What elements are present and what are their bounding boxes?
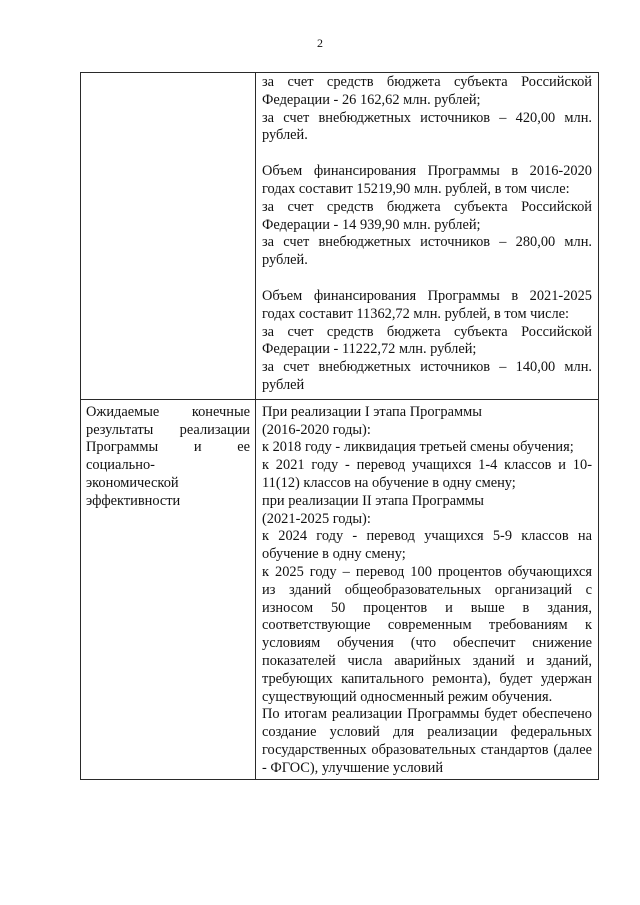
label-line: результаты реализации — [86, 421, 250, 438]
result-2024: к 2024 году - перевод учащихся 5-9 классов на обучение в одну смену; — [262, 528, 592, 563]
label-line: Программы и ее — [86, 439, 250, 456]
financing-2021-2025-total: Объем финансирования Программы в 2021-2025 годах составит 11362,72 млн. рублей, в том числе: — [262, 287, 592, 322]
label-line: социально- — [86, 457, 155, 474]
stage-2-years: (2021-2025 годы): — [262, 510, 371, 527]
financing-2021-2025-regional: за счет средств бюджета субъекта Российской Федерации - 11222,72 млн. рублей; — [262, 323, 592, 358]
result-2021: к 2021 году - перевод учащихся 1-4 классов и 10-11(12) классов на обучение в одну смену; — [262, 457, 592, 491]
financing-2016-2020-total: Объем финансирования Программы в 2016-2020 годах составит 15219,90 млн. рублей, в том числе: — [262, 163, 592, 197]
financing-right-cell — [256, 73, 599, 400]
label-line: Ожидаемые конечные — [86, 403, 250, 420]
financing-2016-2020-extrabudgetary: за счет внебюджетных источников – 280,00 млн. рублей. — [262, 234, 592, 269]
expected-results-label-cell — [81, 399, 256, 780]
table-row-expected-results — [81, 399, 599, 780]
paragraph-gap — [262, 145, 592, 163]
result-2025: к 2025 году – перевод 100 процентов обучающихся из зданий общеобразовательных организаций с износом 50 процентов и выше в здания, соответствующие современным требованиям к условиям обучения (что обеспечит снижение показателей числа аварийных зданий и зданий, требующих капитального ремонта), будет удержан существующий односменный режим обучения. — [262, 563, 592, 705]
stage-1-heading: При реализации I этапа Программы — [262, 403, 482, 420]
financing-regional-budget: за счет средств бюджета субъекта Российской Федерации - 26 162,62 млн. рублей; — [262, 74, 592, 108]
paragraph-gap — [262, 270, 592, 288]
program-passport-table — [80, 72, 599, 780]
stage-1-years: (2016-2020 годы): — [262, 421, 371, 438]
financing-left-cell — [81, 73, 256, 400]
label-line: эффективности — [86, 492, 181, 509]
financing-2016-2020-regional: за счет средств бюджета субъекта Российской Федерации - 14 939,90 млн. рублей; — [262, 198, 592, 233]
financing-extrabudgetary: за счет внебюджетных источников – 420,00 млн. рублей. — [262, 109, 592, 144]
financing-2021-2025-extrabudgetary: за счет внебюджетных источников – 140,00 млн. рублей — [262, 359, 592, 393]
expected-results-content-cell — [256, 399, 599, 780]
program-outcome: По итогам реализации Программы будет обеспечено создание условий для реализации федеральных государственных образовательных стандартов (далее - ФГОС), улучшение условий — [262, 706, 592, 776]
page-number: 2 — [317, 36, 323, 50]
result-2018: к 2018 году - ликвидация третьей смены обучения; — [262, 439, 574, 456]
table-row-financing — [81, 73, 599, 400]
label-line: экономической — [86, 474, 179, 491]
stage-2-heading: при реализации II этапа Программы — [262, 492, 484, 509]
